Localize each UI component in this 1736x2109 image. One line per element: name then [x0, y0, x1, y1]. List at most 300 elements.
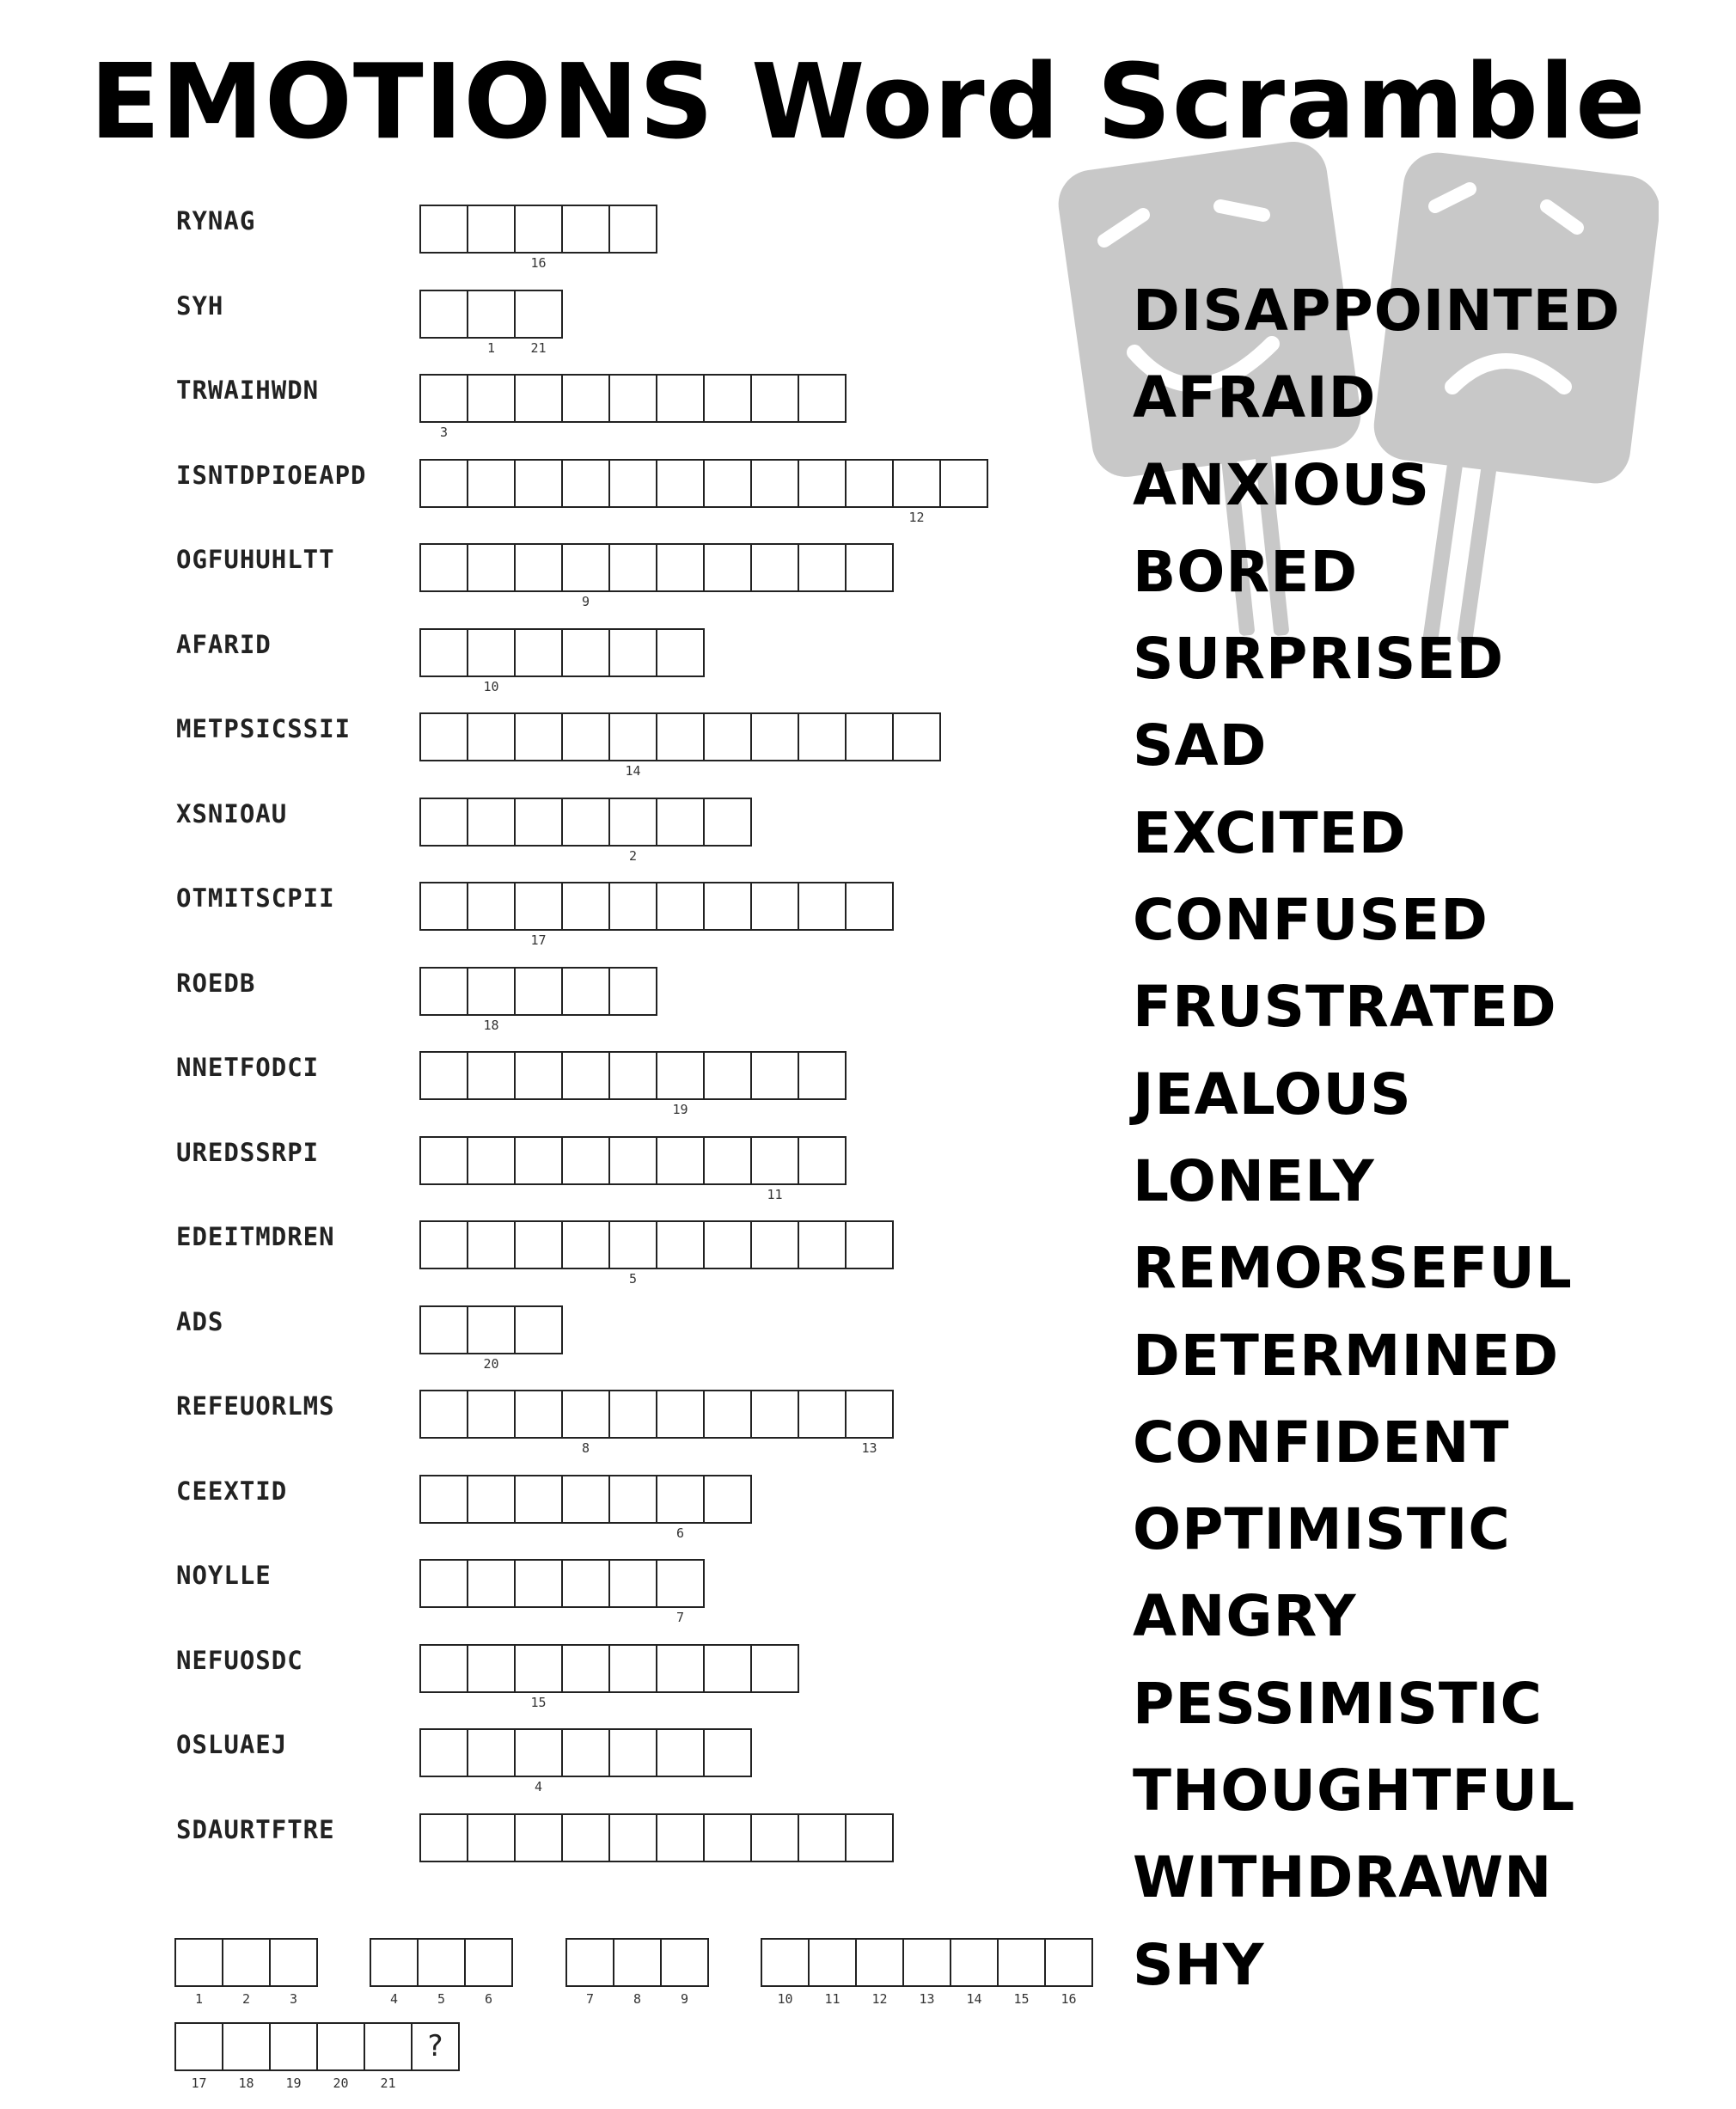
final-clue-number: 10: [777, 1991, 793, 2007]
letter-box[interactable]: [608, 628, 657, 677]
clue-number: 4: [534, 1779, 543, 1794]
letter-box[interactable]: [608, 1728, 657, 1777]
final-letter-box[interactable]: [370, 1938, 419, 2007]
final-letter-box[interactable]: [660, 1938, 709, 2007]
letter-box[interactable]: [561, 1644, 610, 1693]
letter-box[interactable]: [419, 628, 468, 677]
answer-boxes: [419, 290, 561, 356]
final-letter-box[interactable]: [761, 1938, 810, 2007]
final-letter-box[interactable]: [613, 1938, 662, 2007]
letter-box[interactable]: [514, 1305, 563, 1354]
letter-box[interactable]: [703, 882, 752, 931]
answer-boxes: [419, 1813, 892, 1862]
puzzle-row: [0, 1307, 1117, 1393]
letter-box[interactable]: [656, 1475, 705, 1541]
letter-box[interactable]: [845, 543, 894, 592]
scrambled-word: OTMITSCPII: [176, 883, 335, 913]
clue-number: 19: [672, 1102, 688, 1117]
letter-box[interactable]: [419, 374, 468, 440]
letter-box[interactable]: [798, 459, 847, 508]
letter-box[interactable]: [514, 1559, 563, 1608]
letter-box[interactable]: [467, 1305, 516, 1372]
letter-box[interactable]: [467, 1136, 516, 1185]
letter-box[interactable]: [561, 1390, 610, 1456]
puzzle-row: [0, 1561, 1117, 1647]
answer-boxes: [419, 374, 845, 440]
scrambled-word: METPSICSSII: [176, 714, 351, 743]
letter-box[interactable]: [467, 290, 516, 356]
puzzle-row: [0, 1646, 1117, 1732]
letter-box[interactable]: [656, 1051, 705, 1117]
letter-box[interactable]: [608, 1136, 657, 1185]
letter-box[interactable]: [845, 1220, 894, 1269]
letter-box[interactable]: [514, 882, 563, 948]
puzzle-row: [0, 1730, 1117, 1816]
scrambled-word: AFARID: [176, 629, 272, 659]
letter-box[interactable]: [798, 1051, 847, 1100]
word-bank-item: OPTIMISTIC: [1133, 1496, 1511, 1563]
word-bank-item: DISAPPOINTED: [1133, 278, 1621, 344]
clue-number: 2: [628, 847, 638, 864]
puzzle-row: [0, 630, 1117, 716]
letter-box[interactable]: [608, 205, 657, 254]
clue-number: 10: [483, 678, 499, 694]
letter-box[interactable]: [514, 374, 563, 423]
letter-box[interactable]: [467, 882, 516, 931]
letter-box[interactable]: [514, 1475, 563, 1524]
letter-box[interactable]: [798, 1136, 847, 1185]
answer-boxes: [419, 1136, 845, 1202]
letter-box[interactable]: [514, 543, 563, 592]
letter-box[interactable]: [419, 1220, 468, 1269]
letter-box[interactable]: [467, 1728, 516, 1777]
letter-box[interactable]: [656, 1390, 705, 1439]
letter-box[interactable]: [703, 1136, 752, 1185]
letter-box[interactable]: [561, 374, 610, 423]
letter-box[interactable]: [419, 1559, 468, 1608]
letter-box[interactable]: [656, 1136, 705, 1185]
letter-box[interactable]: [656, 459, 705, 508]
letter-box[interactable]: [892, 712, 941, 761]
letter-box[interactable]: [561, 459, 610, 508]
word-bank-item: CONFUSED: [1133, 887, 1488, 954]
puzzle-row: [0, 799, 1117, 885]
letter-box[interactable]: [561, 882, 610, 931]
letter-box[interactable]: [467, 1051, 516, 1100]
letter-box[interactable]: [467, 798, 516, 847]
puzzle-row: [0, 969, 1117, 1054]
letter-box[interactable]: [561, 798, 610, 847]
scrambled-word: ADS: [176, 1306, 224, 1336]
letter-box[interactable]: [419, 1813, 468, 1862]
letter-box[interactable]: [467, 712, 516, 761]
final-clue-number: 16: [1061, 1991, 1077, 2007]
letter-box[interactable]: [798, 1813, 847, 1862]
letter-box[interactable]: [419, 1728, 468, 1777]
word-bank-item: LONELY: [1133, 1147, 1375, 1214]
clue-number: 14: [625, 763, 641, 779]
letter-box[interactable]: [419, 1051, 468, 1100]
final-letter-box[interactable]: [269, 2022, 318, 2091]
word-bank: [1133, 277, 1621, 2018]
letter-box[interactable]: [703, 543, 752, 592]
answer-boxes: [419, 543, 892, 609]
final-word-group: [370, 1938, 511, 2007]
letter-box[interactable]: [703, 1220, 752, 1269]
letter-box[interactable]: [467, 543, 516, 592]
letter-box[interactable]: [467, 1475, 516, 1524]
letter-box[interactable]: [514, 290, 563, 356]
letter-box[interactable]: [608, 798, 657, 864]
letter-box[interactable]: [656, 1559, 705, 1625]
word-bank-item: ANGRY: [1133, 1583, 1357, 1650]
final-letter-box[interactable]: [222, 2022, 271, 2091]
word-bank-item: EXCITED: [1133, 799, 1407, 866]
letter-box[interactable]: [608, 712, 657, 779]
puzzle-row: [0, 1222, 1117, 1308]
scrambled-word: REFEUORLMS: [176, 1391, 335, 1421]
letter-box[interactable]: [703, 374, 752, 423]
answer-boxes: [419, 459, 987, 525]
letter-box[interactable]: [656, 628, 705, 677]
final-letter-box[interactable]: [997, 1938, 1046, 2007]
final-letter-box[interactable]: [316, 2022, 365, 2091]
page-title: EMOTIONS Word Scramble: [89, 43, 1647, 162]
question-mark: ?: [427, 2029, 443, 2063]
letter-box[interactable]: [561, 1559, 610, 1608]
letter-box[interactable]: [798, 712, 847, 761]
puzzle-row: [0, 1053, 1117, 1139]
letter-box[interactable]: [608, 1813, 657, 1862]
letter-box[interactable]: [608, 1220, 657, 1287]
letter-box[interactable]: [703, 1475, 752, 1524]
scrambled-word: NOYLLE: [176, 1561, 272, 1590]
letter-box[interactable]: [656, 1728, 705, 1777]
letter-box[interactable]: [467, 1220, 516, 1269]
final-clue-number: 3: [289, 1991, 298, 2007]
clue-number: 20: [483, 1355, 499, 1372]
final-clue-number: 19: [285, 2075, 302, 2091]
final-clue-number: 15: [1013, 1991, 1030, 2007]
puzzle-row: [0, 1138, 1117, 1224]
final-letter-box[interactable]: [565, 1938, 614, 2007]
final-clue-number: 13: [919, 1991, 935, 2007]
scrambled-word: SDAURTFTRE: [176, 1814, 335, 1844]
letter-box[interactable]: [939, 459, 988, 508]
puzzle-row: [0, 206, 1117, 292]
clue-number: 8: [581, 1440, 590, 1456]
letter-box[interactable]: [608, 967, 657, 1016]
letter-box[interactable]: [703, 1813, 752, 1862]
final-letter-box[interactable]: [269, 1938, 318, 2007]
final-clue-number: 17: [191, 2075, 207, 2091]
final-letter-box[interactable]: [174, 2022, 223, 2091]
clue-number: 9: [581, 594, 590, 609]
clue-number: 13: [861, 1440, 877, 1456]
letter-box[interactable]: [750, 712, 799, 761]
puzzle-row: [0, 714, 1117, 800]
letter-box[interactable]: [467, 1813, 516, 1862]
puzzle-row: [0, 291, 1117, 377]
letter-box[interactable]: [514, 712, 563, 761]
letter-box[interactable]: [561, 543, 610, 609]
letter-box[interactable]: [750, 1390, 799, 1439]
final-letter-box[interactable]: [417, 1938, 466, 2007]
letter-box[interactable]: [656, 374, 705, 423]
letter-box[interactable]: [798, 1220, 847, 1269]
letter-box[interactable]: [798, 882, 847, 931]
letter-box[interactable]: [656, 798, 705, 847]
answer-boxes: [419, 1390, 892, 1456]
word-bank-item: WITHDRAWN: [1133, 1844, 1553, 1911]
letter-box[interactable]: [608, 1390, 657, 1439]
final-letter-box[interactable]: [411, 2022, 460, 2071]
letter-box[interactable]: [750, 1051, 799, 1100]
letter-box[interactable]: [798, 374, 847, 423]
letter-box[interactable]: [514, 205, 563, 271]
puzzle-row: [0, 1815, 1117, 1901]
final-word-group: [174, 2022, 458, 2091]
final-letter-box[interactable]: [808, 1938, 857, 2007]
word-bank-item: AFRAID: [1133, 364, 1377, 431]
final-clue-number: 4: [389, 1991, 399, 2007]
word-bank-item: SAD: [1133, 712, 1268, 779]
word-bank-item: BORED: [1133, 538, 1359, 605]
answer-boxes: [419, 1305, 561, 1372]
letter-box[interactable]: [703, 1051, 752, 1100]
letter-box[interactable]: [514, 1644, 563, 1710]
clue-number: 7: [675, 1610, 685, 1625]
letter-box[interactable]: [467, 459, 516, 508]
letter-box[interactable]: [750, 1644, 799, 1693]
answer-boxes: [419, 1220, 892, 1287]
scrambled-word: TRWAIHWDN: [176, 376, 320, 405]
letter-box[interactable]: [608, 882, 657, 931]
letter-box[interactable]: [419, 205, 468, 254]
letter-box[interactable]: [656, 1220, 705, 1269]
clue-number: 15: [530, 1694, 547, 1710]
letter-box[interactable]: [419, 1644, 468, 1693]
letter-box[interactable]: [419, 882, 468, 931]
final-clue-number: 1: [194, 1991, 204, 2007]
scrambled-word: UREDSSRPI: [176, 1137, 320, 1167]
scrambled-word: ISNTDPIOEAPD: [176, 460, 367, 490]
letter-box[interactable]: [750, 1813, 799, 1862]
final-letter-box[interactable]: [174, 1938, 223, 2007]
final-letter-box[interactable]: [902, 1938, 951, 2007]
letter-box[interactable]: [419, 1136, 468, 1185]
final-letter-box[interactable]: [222, 1938, 271, 2007]
answer-boxes: [419, 205, 656, 271]
letter-box[interactable]: [703, 1644, 752, 1693]
letter-box[interactable]: [419, 290, 468, 339]
word-bank-item: FRUSTRATED: [1133, 974, 1557, 1041]
scrambled-word: NNETFODCI: [176, 1053, 320, 1082]
letter-box[interactable]: [467, 374, 516, 423]
letter-box[interactable]: [467, 1644, 516, 1693]
final-letter-box[interactable]: [1044, 1938, 1093, 2007]
final-clue-number: 8: [633, 1991, 642, 2007]
letter-box[interactable]: [608, 543, 657, 592]
letter-box[interactable]: [656, 882, 705, 931]
final-clue-number: 11: [824, 1991, 840, 2007]
letter-box[interactable]: [467, 628, 516, 694]
letter-box[interactable]: [419, 1475, 468, 1524]
letter-box[interactable]: [467, 967, 516, 1033]
letter-box[interactable]: [608, 1475, 657, 1524]
puzzle-row: [0, 1476, 1117, 1562]
letter-box[interactable]: [561, 1813, 610, 1862]
letter-box[interactable]: [845, 1390, 894, 1456]
letter-box[interactable]: [514, 628, 563, 677]
letter-box[interactable]: [514, 798, 563, 847]
final-letter-box[interactable]: [364, 2022, 413, 2091]
word-bank-item: THOUGHTFUL: [1133, 1758, 1576, 1825]
letter-box[interactable]: [467, 205, 516, 254]
clue-number: 6: [675, 1525, 685, 1541]
final-clue-number: 18: [238, 2075, 254, 2091]
letter-box[interactable]: [514, 1136, 563, 1185]
final-word-group: [565, 1938, 707, 2007]
final-clue-number: 9: [680, 1991, 689, 2007]
answer-boxes: [419, 1475, 750, 1541]
letter-box[interactable]: [750, 1220, 799, 1269]
letter-box[interactable]: [656, 1644, 705, 1693]
answer-boxes: [419, 628, 703, 694]
letter-box[interactable]: [798, 543, 847, 592]
clue-number: 11: [767, 1186, 783, 1202]
final-clue-number: 14: [966, 1991, 982, 2007]
letter-box[interactable]: [703, 459, 752, 508]
answer-boxes: [419, 967, 656, 1033]
scrambled-word: SYH: [176, 290, 224, 321]
puzzle-row: [0, 883, 1117, 969]
letter-box[interactable]: [656, 543, 705, 592]
letter-box[interactable]: [419, 543, 468, 592]
letter-box[interactable]: [561, 1136, 610, 1185]
final-clue-number: 20: [333, 2075, 349, 2091]
clue-number: 12: [908, 509, 925, 525]
answer-boxes: [419, 1644, 798, 1710]
final-letter-box[interactable]: [464, 1938, 513, 2007]
letter-box[interactable]: [514, 1728, 563, 1794]
letter-box[interactable]: [419, 459, 468, 508]
final-word-group: [174, 1938, 316, 2007]
letter-box[interactable]: [514, 967, 563, 1016]
letter-box[interactable]: [514, 1813, 563, 1862]
letter-box[interactable]: [561, 712, 610, 761]
letter-box[interactable]: [561, 628, 610, 677]
letter-box[interactable]: [703, 798, 752, 847]
final-clue-number: 21: [380, 2075, 396, 2091]
letter-box[interactable]: [467, 1390, 516, 1439]
letter-box[interactable]: [561, 1475, 610, 1524]
letter-box[interactable]: [561, 205, 610, 254]
letter-box[interactable]: [892, 459, 941, 525]
letter-box[interactable]: [419, 1305, 468, 1354]
scrambled-word: XSNIOAU: [176, 798, 288, 828]
final-clue-number: 2: [241, 1991, 251, 2007]
letter-box[interactable]: [419, 798, 468, 847]
final-word-group: [761, 1938, 1091, 2007]
final-clue-number: 12: [871, 1991, 888, 2007]
answer-boxes: [419, 1728, 750, 1794]
letter-box[interactable]: [514, 1220, 563, 1269]
letter-box[interactable]: [845, 1813, 894, 1862]
letter-box[interactable]: [845, 712, 894, 761]
answer-boxes: [419, 1051, 845, 1117]
letter-box[interactable]: [467, 1559, 516, 1608]
letter-box[interactable]: [561, 1051, 610, 1100]
letter-box[interactable]: [656, 1813, 705, 1862]
answer-boxes: [419, 882, 892, 948]
clue-number: 5: [628, 1271, 638, 1287]
clue-number: 21: [530, 339, 547, 356]
final-clue-number: 6: [484, 1991, 493, 2007]
letter-box[interactable]: [419, 712, 468, 761]
letter-box[interactable]: [514, 1390, 563, 1439]
clue-number: 16: [530, 255, 547, 271]
word-bank-item: JEALOUS: [1133, 1061, 1412, 1128]
letter-box[interactable]: [514, 1051, 563, 1100]
scrambled-word: OSLUAEJ: [176, 1730, 288, 1759]
letter-box[interactable]: [608, 1559, 657, 1608]
letter-box[interactable]: [845, 459, 894, 508]
letter-box[interactable]: [750, 1136, 799, 1202]
letter-box[interactable]: [561, 1728, 610, 1777]
letter-box[interactable]: [608, 374, 657, 423]
scrambled-word: EDEITMDREN: [176, 1222, 335, 1251]
letter-box[interactable]: [514, 459, 563, 508]
letter-box[interactable]: [798, 1390, 847, 1439]
letter-box[interactable]: [656, 712, 705, 761]
word-bank-item: SHY: [1133, 1931, 1265, 1998]
letter-box[interactable]: [608, 1051, 657, 1100]
letter-box[interactable]: [750, 374, 799, 423]
puzzle-row: [0, 1391, 1117, 1477]
letter-box[interactable]: [750, 459, 799, 508]
letter-box[interactable]: [608, 1644, 657, 1693]
word-bank-item: CONFIDENT: [1133, 1409, 1510, 1476]
puzzle-row: [0, 545, 1117, 631]
word-bank-item: ANXIOUS: [1133, 451, 1430, 518]
letter-box[interactable]: [419, 1390, 468, 1439]
scrambled-word: OGFUHUHLTT: [176, 545, 335, 574]
word-bank-item: PESSIMISTIC: [1133, 1670, 1543, 1737]
scrambled-word: ROEDB: [176, 968, 256, 998]
scrambled-word: CEEXTID: [176, 1476, 288, 1506]
clue-number: 18: [483, 1017, 499, 1033]
letter-box[interactable]: [703, 1390, 752, 1439]
answer-boxes: [419, 798, 750, 864]
answer-boxes: [419, 712, 939, 779]
final-letter-box[interactable]: [950, 1938, 999, 2007]
letter-box[interactable]: [561, 1220, 610, 1269]
answer-boxes: [419, 1559, 703, 1625]
puzzle-row: [0, 461, 1117, 547]
letter-box[interactable]: [845, 882, 894, 931]
letter-box[interactable]: [419, 967, 468, 1016]
clue-number: 17: [530, 932, 547, 948]
final-letter-box[interactable]: [855, 1938, 904, 2007]
letter-box[interactable]: [750, 543, 799, 592]
letter-box[interactable]: [561, 967, 610, 1016]
final-clue-number: 5: [437, 1991, 446, 2007]
letter-box[interactable]: [703, 712, 752, 761]
letter-box[interactable]: [750, 882, 799, 931]
letter-box[interactable]: [703, 1728, 752, 1777]
letter-box[interactable]: [608, 459, 657, 508]
